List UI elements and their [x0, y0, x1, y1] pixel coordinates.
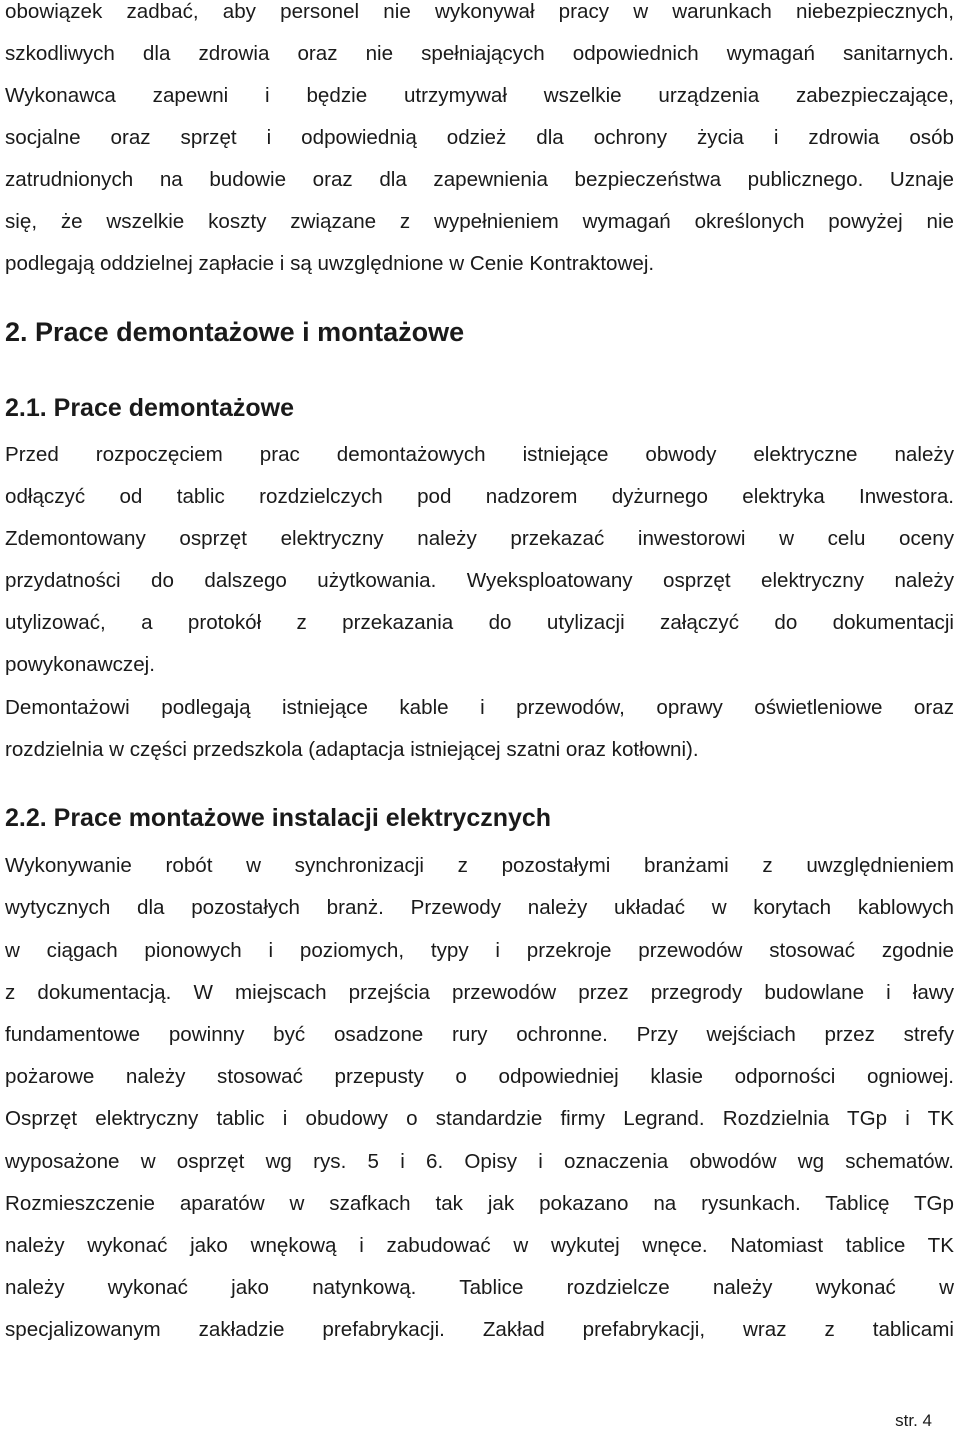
page-number: str. 4 [895, 1411, 932, 1430]
section-heading: 2. Prace demontażowe i montażowe [5, 317, 465, 347]
paragraph-line: Demontażowi podlegają istniejące kable i przewodów, oprawy oświetleniowe oraz [5, 696, 954, 719]
intro-line: obowiązek zadbać, aby personel nie wykonywał pracy w warunkach niebezpiecznych, [5, 0, 954, 23]
intro-line: szkodliwych dla zdrowia oraz nie spełniających odpowiednich wymagań sanitarnych. [5, 42, 954, 65]
subsection-heading: 2.2. Prace montażowe instalacji elektrycznych [5, 804, 552, 832]
paragraph-line: Zdemontowany osprzęt elektryczny należy przekazać inwestorowi w celu oceny [5, 527, 954, 550]
intro-line: zatrudnionych na budowie oraz dla zapewnienia bezpieczeństwa publicznego. Uznaje [5, 168, 954, 191]
paragraph-line: odłączyć od tablic rozdzielczych pod nadzorem dyżurnego elektryka Inwestora. [5, 485, 954, 508]
paragraph-line: wyposażone w osprzęt wg rys. 5 i 6. Opisy i oznaczenia obwodów wg schematów. [5, 1150, 954, 1173]
paragraph-line: Osprzęt elektryczny tablic i obudowy o standardzie firmy Legrand. Rozdzielnia TGp i TK [5, 1107, 954, 1130]
subsection-heading: 2.1. Prace demontażowe [5, 394, 295, 422]
intro-line: socjalne oraz sprzęt i odpowiednią odzież dla ochrony życia i zdrowia osób [5, 126, 954, 149]
paragraph-line: z dokumentacją. W miejscach przejścia przewodów przez przegrody budowlane i ławy [5, 981, 954, 1004]
intro-line: się, że wszelkie koszty związane z wypełnieniem wymagań określonych powyżej nie [5, 210, 954, 233]
paragraph-line: Rozmieszczenie aparatów w szafkach tak jak pokazano na rysunkach. Tablicę TGp [5, 1192, 954, 1215]
paragraph-line: rozdzielnia w części przedszkola (adaptacja istniejącej szatni oraz kotłowni). [5, 738, 699, 761]
paragraph-line: przydatności do dalszego użytkowania. Wyeksploatowany osprzęt elektryczny należy [5, 569, 954, 592]
paragraph-line: utylizować, a protokół z przekazania do utylizacji załączyć do dokumentacji [5, 611, 954, 634]
intro-line: podlegają oddzielnej zapłacie i są uwzględnione w Cenie Kontraktowej. [5, 252, 655, 275]
paragraph-line: pożarowe należy stosować przepusty o odpowiedniej klasie odporności ogniowej. [5, 1065, 954, 1088]
paragraph-line: wytycznych dla pozostałych branż. Przewody należy układać w korytach kablowych [5, 896, 954, 919]
paragraph-line: należy wykonać jako natynkową. Tablice rozdzielcze należy wykonać w [5, 1276, 954, 1299]
paragraph-line: powykonawczej. [5, 653, 155, 676]
paragraph-line: należy wykonać jako wnękową i zabudować w wykutej wnęce. Natomiast tablice TK [5, 1234, 954, 1257]
intro-line: Wykonawca zapewni i będzie utrzymywał wszelkie urządzenia zabezpieczające, [5, 84, 954, 107]
paragraph-line: specjalizowanym zakładzie prefabrykacji. Zakład prefabrykacji, wraz z tablicami [5, 1318, 954, 1341]
paragraph-line: Przed rozpoczęciem prac demontażowych istniejące obwody elektryczne należy [5, 443, 954, 466]
paragraph-line: Wykonywanie robót w synchronizacji z pozostałymi branżami z uwzględnieniem [5, 854, 954, 877]
paragraph-line: w ciągach pionowych i poziomych, typy i przekroje przewodów stosować zgodnie [5, 939, 954, 962]
paragraph-line: fundamentowe powinny być osadzone rury ochronne. Przy wejściach przez strefy [5, 1023, 954, 1046]
